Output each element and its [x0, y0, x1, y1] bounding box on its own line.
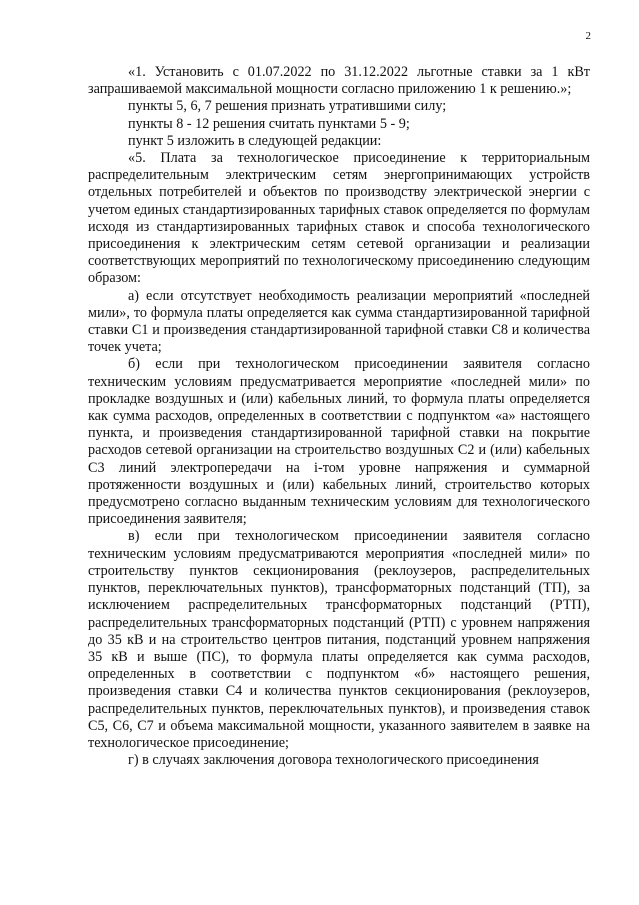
paragraph-renumber: пункты 8 - 12 решения считать пунктами 5 - 9;: [128, 115, 410, 132]
paragraph-repeal: пункты 5, 6, 7 решения признать утратившими силу;: [128, 98, 447, 115]
paragraph-clause-1: «1. Установить с 01.07.2022 по 31.12.2022 льготные ставки за 1 кВт запрашиваемой максимальной мощности согласно приложению 1 к решению.»;: [88, 64, 590, 98]
page-number: 2: [585, 30, 591, 42]
paragraph-subclause-g: г) в случаях заключения договора технологического присоединения: [128, 752, 539, 769]
paragraph-subclause-b: б) если при технологическом присоединении заявителя согласно техническим условиям предусматривается мероприятие «последней мили» по прокладке воздушных и (или) кабельных линий, то формула платы определяется как сумма расходов, определенных в соответствии с подпунктом «а» настоящего пункта, и произведения стандартизированной тарифной ставки на покрытие расходов сетевой организации на строительство воздушных С2 и (или) кабельных С3 линий электропередачи на i-том уровне напряжения и суммарной протяженности воздушных и (или) кабельных линий, строительство которых предусмотрено согласно выданным техническим условиям для технологического присоединения заявителя;: [88, 356, 590, 528]
paragraph-clause-5: «5. Плата за технологическое присоединение к территориальным распределительным электрическим сетям энергопринимающих устройств отдельных потребителей и объектов по производству электрической энергии с учетом единых стандартизированных тарифных ставок определяется по формулам исходя из стандартизированных тарифных ставок и способа технологического присоединения к электрическим сетям сетевой организации и реализации соответствующих мероприятий по технологическому присоединению следующим образом:: [88, 150, 590, 287]
paragraph-new-wording-intro: пункт 5 изложить в следующей редакции:: [128, 132, 382, 149]
paragraph-subclause-v: в) если при технологическом присоединении заявителя согласно техническим условиям предусматриваются мероприятия «последней мили» по строительству пунктов секционирования (реклоузеров, распределительных пунктов, переключательных пунктов), трансформаторных подстанций (ТП), за исключением распределительных трансформаторных подстанций (РТП), распределительных трансформаторных подстанций (РТП) с уровнем напряжения до 35 кВ и на строительство центров питания, подстанций уровнем напряжения 35 кВ и выше (ПС), то формула платы определяется как сумма расходов, определенных в соответствии с подпунктом «б» настоящего решения, произведения ставки С4 и количества пунктов секционирования (реклоузеров, распределительных пунктов, переключательных пунктов), и произведения ставок С5, С6, С7 и объема максимальной мощности, указанного заявителем в заявке на технологическое присоединение;: [88, 528, 590, 751]
document-body: [88, 64, 590, 769]
paragraph-subclause-a: а) если отсутствует необходимость реализации мероприятий «последней мили», то формула платы определяется как сумма стандартизированной тарифной ставки С1 и произведения стандартизированной тарифной ставки С8 и количества точек учета;: [88, 287, 590, 356]
